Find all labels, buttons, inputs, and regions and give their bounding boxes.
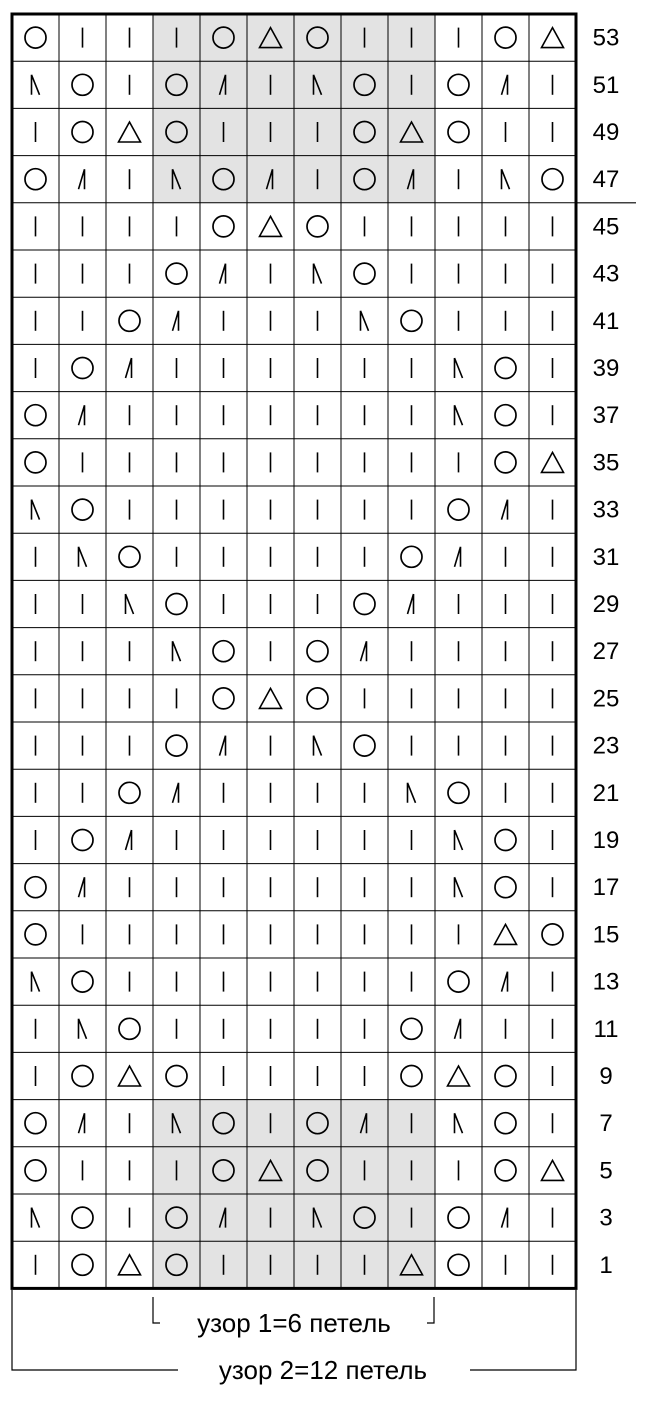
chart-cell (153, 297, 200, 344)
row-number: 19 (592, 827, 620, 854)
chart-cell (59, 1100, 106, 1147)
chart-cell (106, 1005, 153, 1052)
chart-cell (294, 1100, 341, 1147)
row-number: 33 (592, 496, 620, 524)
chart-cell (482, 864, 529, 911)
row-number: 27 (592, 638, 620, 666)
chart-cell (200, 675, 247, 722)
row-number: 45 (592, 213, 620, 241)
chart-cell (247, 203, 294, 250)
chart-cell (106, 816, 153, 863)
chart-cell (12, 156, 59, 203)
pattern1-bracket-left (153, 1297, 160, 1323)
chart-cell (341, 580, 388, 627)
row-number: 21 (592, 779, 620, 807)
chart-cell (435, 486, 482, 533)
chart-cell (200, 250, 247, 297)
chart-cell (529, 156, 576, 203)
chart-cell (482, 344, 529, 391)
row-number: 47 (592, 166, 620, 194)
chart-cell (529, 14, 576, 61)
row-number: 41 (592, 307, 620, 335)
row-number: 11 (593, 1015, 619, 1043)
chart-cell (200, 722, 247, 769)
chart-cell (59, 156, 106, 203)
chart-cell (12, 911, 59, 958)
chart-cell (341, 1100, 388, 1147)
chart-cell (482, 1194, 529, 1241)
row-number: 9 (599, 1063, 613, 1090)
chart-cell (435, 1241, 482, 1288)
chart-cell (482, 958, 529, 1005)
chart-cell (341, 1194, 388, 1241)
chart-cell (482, 911, 529, 958)
row-number: 13 (592, 968, 620, 996)
row-number: 23 (592, 732, 620, 760)
chart-cell (341, 156, 388, 203)
row-number: 35 (592, 449, 620, 477)
chart-cell (12, 1147, 59, 1194)
chart-cell (153, 722, 200, 769)
chart-cell (200, 628, 247, 675)
chart-cell (294, 675, 341, 722)
row-number: 51 (592, 71, 620, 99)
chart-cell (482, 14, 529, 61)
row-number: 1 (599, 1251, 613, 1279)
chart-cell (388, 533, 435, 580)
row-number: 49 (592, 119, 620, 146)
chart-cell (435, 769, 482, 816)
chart-cell (435, 1005, 482, 1052)
chart-cell (294, 1147, 341, 1194)
chart-cell (12, 392, 59, 439)
chart-cell (59, 864, 106, 911)
chart-cell (341, 250, 388, 297)
chart-cell (247, 156, 294, 203)
chart-cell (200, 14, 247, 61)
chart-cell (106, 297, 153, 344)
chart-cell (106, 344, 153, 391)
chart-cell (12, 439, 59, 486)
chart-cell (106, 108, 153, 155)
chart-cell (482, 1147, 529, 1194)
chart-cell (388, 297, 435, 344)
row-number: 5 (599, 1157, 613, 1185)
chart-cell (435, 61, 482, 108)
chart-cell (200, 1100, 247, 1147)
chart-cell (435, 533, 482, 580)
chart-cell (435, 958, 482, 1005)
chart-cell (12, 864, 59, 911)
row-number: 15 (592, 921, 620, 949)
row-number: 29 (592, 591, 620, 618)
chart-cell (482, 392, 529, 439)
chart-cell (153, 769, 200, 816)
chart-cell (59, 108, 106, 155)
chart-cell (200, 203, 247, 250)
chart-cell (153, 580, 200, 627)
chart-cell (482, 486, 529, 533)
chart-cell (341, 628, 388, 675)
chart-cell (529, 439, 576, 486)
chart-cell (341, 61, 388, 108)
chart-cell (200, 156, 247, 203)
row-number: 37 (592, 402, 620, 430)
chart-cell (529, 1147, 576, 1194)
chart-cell (106, 533, 153, 580)
chart-cell (341, 722, 388, 769)
chart-cell (153, 108, 200, 155)
chart-cell (482, 816, 529, 863)
chart-cell (153, 250, 200, 297)
chart-cell (529, 911, 576, 958)
row-number: 7 (599, 1110, 613, 1138)
chart-cell (106, 1052, 153, 1099)
chart-cell (388, 1005, 435, 1052)
chart-cell (247, 675, 294, 722)
chart-cell (482, 439, 529, 486)
chart-cell (435, 1194, 482, 1241)
chart-cell (59, 1194, 106, 1241)
chart-cell (59, 1052, 106, 1099)
pattern2-bracket-right (470, 1290, 576, 1370)
row-number: 39 (592, 355, 620, 382)
chart-cell (482, 1052, 529, 1099)
chart-cell (106, 769, 153, 816)
chart-cell (294, 628, 341, 675)
chart-cell (200, 61, 247, 108)
chart-cell (59, 958, 106, 1005)
repeat-brackets (12, 1290, 576, 1385)
chart-cell (388, 1241, 435, 1288)
row-number: 53 (592, 24, 620, 52)
chart-cell (247, 1147, 294, 1194)
chart-cell (200, 1194, 247, 1241)
pattern1-label: узор 1=6 петель (197, 1308, 391, 1338)
chart-cell (153, 1052, 200, 1099)
row-number: 25 (592, 685, 620, 713)
chart-cell (435, 1052, 482, 1099)
chart-cell (153, 61, 200, 108)
chart-cell (482, 1100, 529, 1147)
chart-cell (388, 156, 435, 203)
chart-cell (59, 486, 106, 533)
chart-cell (153, 1194, 200, 1241)
chart-cell (294, 14, 341, 61)
row-number: 31 (592, 543, 620, 571)
chart-cell (247, 14, 294, 61)
row-number: 43 (592, 260, 620, 288)
pattern2-label: узор 2=12 петель (218, 1355, 428, 1385)
chart-cell (59, 1241, 106, 1288)
chart-cell (59, 816, 106, 863)
pattern1-bracket-right (427, 1297, 434, 1323)
row-numbers (593, 25, 620, 1279)
chart-cell (341, 108, 388, 155)
chart-cell (59, 344, 106, 391)
chart-cell (388, 580, 435, 627)
chart-cell (12, 1100, 59, 1147)
chart-cell (294, 203, 341, 250)
chart-cell (435, 108, 482, 155)
chart-cell (106, 1241, 153, 1288)
chart-cell (388, 1052, 435, 1099)
chart-cell (388, 108, 435, 155)
chart-cell (12, 14, 59, 61)
chart-cell (59, 392, 106, 439)
chart-cell (482, 61, 529, 108)
row-number: 3 (599, 1204, 613, 1232)
chart-cell (200, 1147, 247, 1194)
chart-cell (153, 1241, 200, 1288)
chart-cell (59, 61, 106, 108)
row-number: 17 (592, 874, 620, 902)
